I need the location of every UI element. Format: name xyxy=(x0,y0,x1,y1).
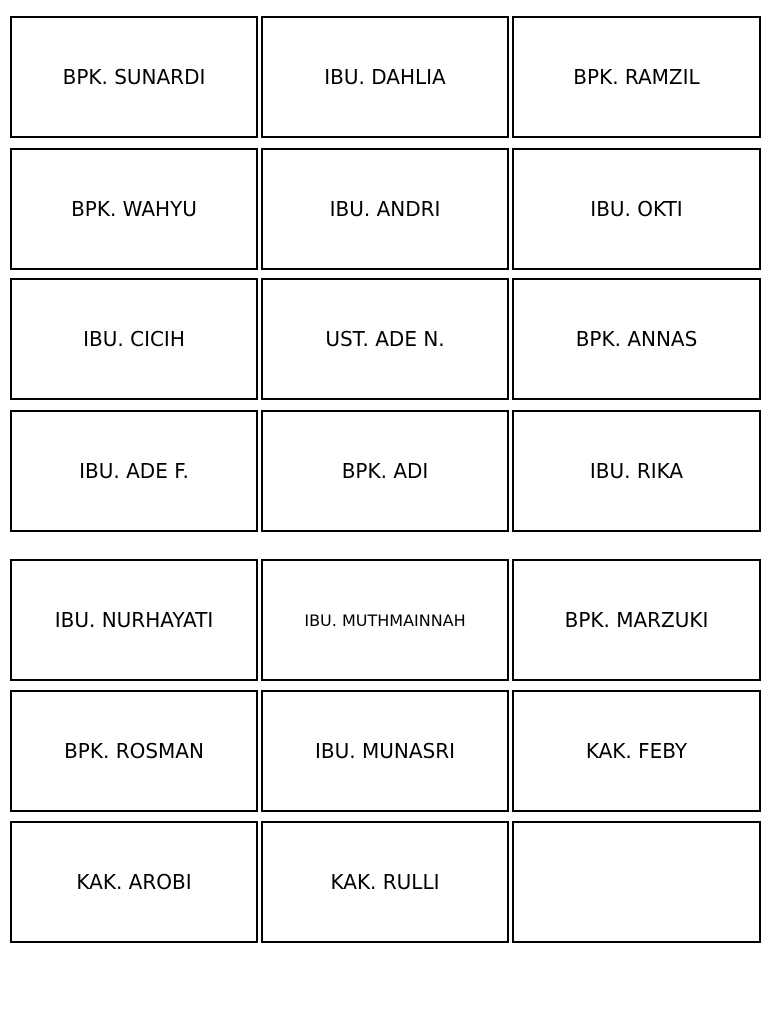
name-card-label: IBU. ADE F. xyxy=(79,459,189,483)
name-card-label: BPK. SUNARDI xyxy=(62,65,206,89)
name-card xyxy=(512,16,761,138)
name-card xyxy=(10,16,258,138)
name-card-label: IBU. MUTHMAINNAH xyxy=(304,610,466,630)
name-card-label: BPK. ANNAS xyxy=(575,327,698,351)
name-card xyxy=(10,559,258,681)
name-card xyxy=(261,821,509,943)
name-card-label: KAK. AROBI xyxy=(76,870,192,894)
name-card xyxy=(512,410,761,532)
name-card xyxy=(261,148,509,270)
name-card-label: IBU. ANDRI xyxy=(329,197,441,221)
name-card xyxy=(10,821,258,943)
name-card xyxy=(10,278,258,400)
name-card xyxy=(261,559,509,681)
name-card-label: IBU. RIKA xyxy=(589,459,684,483)
name-card xyxy=(261,16,509,138)
name-card-label: UST. ADE N. xyxy=(325,327,445,351)
name-card-label: IBU. OKTI xyxy=(590,197,683,221)
name-card xyxy=(512,148,761,270)
name-card xyxy=(10,410,258,532)
name-card-label: IBU. MUNASRI xyxy=(315,739,455,763)
name-card xyxy=(261,410,509,532)
name-card-label: BPK. MARZUKI xyxy=(564,608,709,632)
name-card-label: BPK. RAMZIL xyxy=(573,65,700,89)
name-card xyxy=(10,690,258,812)
name-card xyxy=(261,690,509,812)
name-card-label: BPK. WAHYU xyxy=(71,197,197,221)
name-card-label: KAK. RULLI xyxy=(330,870,440,894)
name-card-label: IBU. NURHAYATI xyxy=(54,608,214,632)
name-card xyxy=(512,278,761,400)
name-card-label: BPK. ADI xyxy=(341,459,429,483)
name-card-label: KAK. FEBY xyxy=(585,739,688,763)
empty-card xyxy=(512,821,761,943)
name-card xyxy=(512,690,761,812)
name-card-label: IBU. CICIH xyxy=(83,327,185,351)
name-card xyxy=(512,559,761,681)
name-card xyxy=(261,278,509,400)
name-card xyxy=(10,148,258,270)
name-card-label: IBU. DAHLIA xyxy=(324,65,446,89)
name-card-label: BPK. ROSMAN xyxy=(64,739,204,763)
